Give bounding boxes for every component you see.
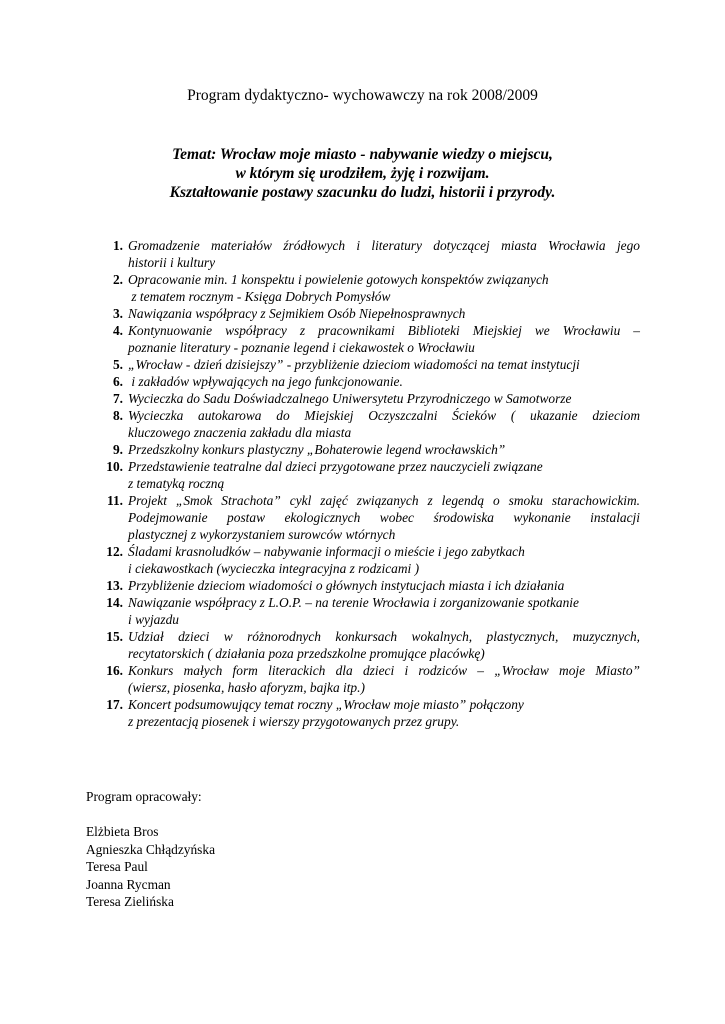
list-item-text: (wiersz, piosenka, hasło aforyzm, bajka itp.) (128, 680, 365, 695)
list-item-number: 7. (112, 391, 123, 406)
list-item-text: Koncert podsumowujący temat roczny „Wrocław moje miasto” połączony (128, 697, 524, 712)
list-item-text: i zakładów wpływających na jego funkcjonowanie. (128, 374, 403, 389)
list-item-text: z tematem rocznym - Księga Dobrych Pomysłów (128, 289, 391, 304)
list-item (95, 458, 640, 492)
list-item (95, 696, 640, 730)
list-item (95, 628, 640, 662)
list-item-text: Udział dzieci w różnorodnych konkursach wokalnych, plastycznych, muzycznych, (128, 629, 640, 644)
author-name: Joanna Rycman (86, 876, 171, 892)
list-item-number: 8. (112, 408, 123, 423)
list-item-number: 9. (112, 442, 123, 457)
topic-block (0, 145, 725, 202)
list-item-text: Nawiązania współpracy z Sejmikiem Osób Niepełnosprawnych (128, 306, 466, 321)
list-item (95, 373, 640, 390)
list-item (95, 577, 640, 594)
list-item-number: 17. (106, 697, 123, 712)
list-item-text: Wycieczka do Sadu Doświadczalnego Uniwersytetu Przyrodniczego w Samotworze (128, 391, 572, 406)
list-item (95, 492, 640, 543)
list-item-number: 14. (106, 595, 123, 610)
list-item-text: z tematyką roczną (128, 476, 225, 491)
list-item-text: Kontynuowanie współpracy z pracownikami Biblioteki Miejskiej we Wrocławiu – (128, 323, 640, 338)
topic-line: Temat: Wrocław moje miasto - nabywanie wiedzy o miejscu, (172, 146, 553, 163)
list-item-number: 15. (106, 629, 123, 644)
list-item (95, 441, 640, 458)
topic-line: Kształtowanie postawy szacunku do ludzi, historii i przyrody. (169, 184, 556, 201)
author-names (86, 823, 215, 911)
list-item-text: Wycieczka autokarowa do Miejskiej Oczyszczalni Ścieków ( ukazanie dzieciom (128, 408, 640, 423)
list-item-text: Przedstawienie teatralne dal dzieci przygotowane przez nauczycieli związane (128, 459, 543, 474)
list-item-number: 11. (107, 493, 123, 508)
list-item-number: 13. (106, 578, 123, 593)
author-name: Teresa Paul (86, 859, 148, 874)
activity-list (95, 237, 640, 730)
list-item (95, 237, 640, 271)
list-item-text: Opracowanie min. 1 konspektu i powielenie gotowych konspektów związanych (128, 272, 549, 287)
list-item (95, 390, 640, 407)
list-item-text: „Wrocław - dzień dzisiejszy” - przybliżenie dzieciom wiadomości na temat instytucji (128, 357, 580, 372)
list-item-number: 1. (112, 238, 123, 253)
list-item-text: i ciekawostkach (wycieczka integracyjna z rodzicami ) (128, 561, 420, 576)
list-item-text: Przybliżenie dzieciom wiadomości o głównych instytucjach miasta i ich działania (128, 578, 565, 593)
list-item (95, 594, 640, 628)
list-item-text: plastycznej z wykorzystaniem surowców wtórnych (128, 527, 396, 542)
authors-block (86, 788, 215, 911)
list-item-text: Przedszkolny konkurs plastyczny „Bohaterowie legend wrocławskich” (128, 442, 506, 457)
list-item-text: historii i kultury (128, 255, 216, 270)
author-name: Teresa Zielińska (86, 894, 174, 909)
topic-line: w którym się urodziłem, żyję i rozwijam. (235, 165, 490, 182)
document-title: Program dydaktyczno- wychowawczy na rok 2008/2009 (187, 87, 538, 104)
list-item-number: 4. (112, 323, 123, 338)
list-item (95, 407, 640, 441)
list-item-text: Konkurs małych form literackich dla dzieci i rodziców – „Wrocław moje Miasto” (128, 663, 640, 678)
list-item-text: i wyjazdu (128, 612, 179, 627)
list-item-text: Projekt „Smok Strachota” cykl zajęć związanych z legendą o smoku starachowickim. (128, 493, 640, 508)
list-item-text: Gromadzenie materiałów źródłowych i literatury dotyczącej miasta Wrocławia jego (128, 238, 640, 253)
list-item-text: Podejmowanie postaw ekologicznych wobec środowiska wykonanie instalacji (128, 510, 640, 525)
list-item (95, 322, 640, 356)
list-item-number: 10. (106, 459, 123, 474)
author-name: Elżbieta Bros (86, 824, 159, 839)
list-item-text: recytatorskich ( działania poza przedszkolne promujące placówkę) (128, 646, 485, 661)
author-name: Agnieszka Chłądzyńska (86, 841, 216, 857)
authors-title: Program opracowały: (86, 789, 202, 804)
list-item-text: z prezentacją piosenek i wierszy przygotowanych przez grupy. (128, 714, 460, 729)
list-item-text: poznanie literatury - poznanie legend i ciekawostek o Wrocławiu (128, 340, 475, 355)
list-item-text: Nawiązanie współpracy z L.O.P. – na terenie Wrocławia i zorganizowanie spotkanie (128, 595, 579, 610)
list-item-number: 16. (106, 663, 123, 678)
list-item (95, 356, 640, 373)
list-item-number: 2. (112, 272, 123, 287)
list-item-text: Śladami krasnoludków – nabywanie informacji o mieście i jego zabytkach (128, 544, 525, 559)
list-item (95, 271, 640, 305)
list-item (95, 543, 640, 577)
list-item-number: 5. (112, 357, 123, 372)
list-item-number: 12. (106, 544, 123, 559)
list-item-text: kluczowego znaczenia zakładu dla miasta (128, 425, 352, 440)
list-item (95, 305, 640, 322)
list-item-number: 3. (112, 306, 123, 321)
list-item-number: 6. (112, 374, 123, 389)
list-item (95, 662, 640, 696)
